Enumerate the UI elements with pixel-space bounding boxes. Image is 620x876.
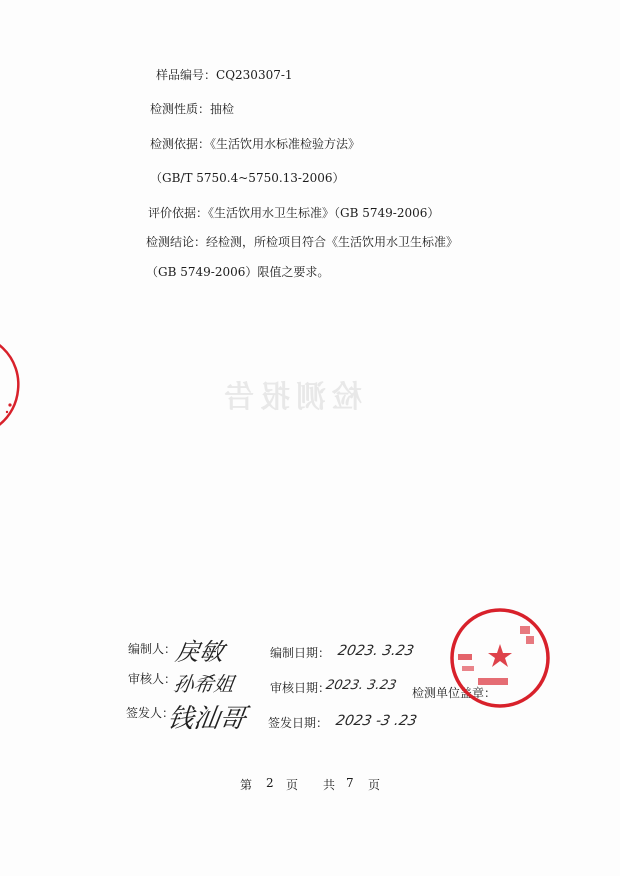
unit-stamp-label: 检测单位盖章： [412,686,497,700]
test-basis-standard: （GB/T 5750.4~5750.13-2006） [150,171,345,185]
sample-no-label: 样品编号： [156,68,217,82]
test-nature-label: 检测性质： [150,102,211,116]
test-basis-value: 《生活饮用水标准检验方法》 [210,137,361,151]
eval-basis-label: 评价依据： [148,206,209,220]
test-nature-value: 抽检 [210,102,235,116]
issuer-signature: 钱汕哥 [165,704,248,734]
review-date-label: 审核日期： [270,681,331,695]
sample-no-value: CQ230307-1 [216,68,293,82]
test-basis-label: 检测依据： [150,137,211,151]
issuer-label: 签发人： [126,706,175,720]
issue-date-value: 2023 -3 .23 [334,713,419,729]
total-pages-prefix: 共 [323,778,336,792]
bleed-through-title: 检测报告 [218,380,362,415]
page-number-unit: 页 [286,778,299,792]
sample-no-line [156,67,293,83]
issue-date-label: 签发日期： [268,716,329,730]
compiler-label: 编制人： [128,642,177,656]
review-date-value: 2023. 3.23 [324,678,398,693]
official-seal [448,606,552,710]
total-pages-unit: 页 [368,778,381,792]
conclusion-line-2: （GB 5749-2006）限值之要求。 [146,265,330,279]
total-pages: 7 [346,776,354,790]
eval-basis-value: 《生活饮用水卫生标准》（GB 5749-2006） [208,206,440,220]
compiler-signature: 戾敏 [173,638,226,666]
page-number-prefix: 第 [240,778,253,792]
reviewer-signature: 孙希姐 [172,672,236,696]
compile-date-label: 编制日期： [270,646,331,660]
partial-stamp-left [0,330,30,440]
conclusion-line [146,234,458,250]
reviewer-label: 审核人： [128,672,177,686]
test-basis-line [150,136,360,152]
eval-basis-line [148,205,439,221]
compile-date-value: 2023. 3.23 [336,643,416,659]
conclusion-value: 经检测，所检项目符合《生活饮用水卫生标准》 [206,235,459,249]
test-nature-line [150,101,234,117]
conclusion-label: 检测结论： [146,235,207,249]
page-number: 2 [266,776,274,790]
